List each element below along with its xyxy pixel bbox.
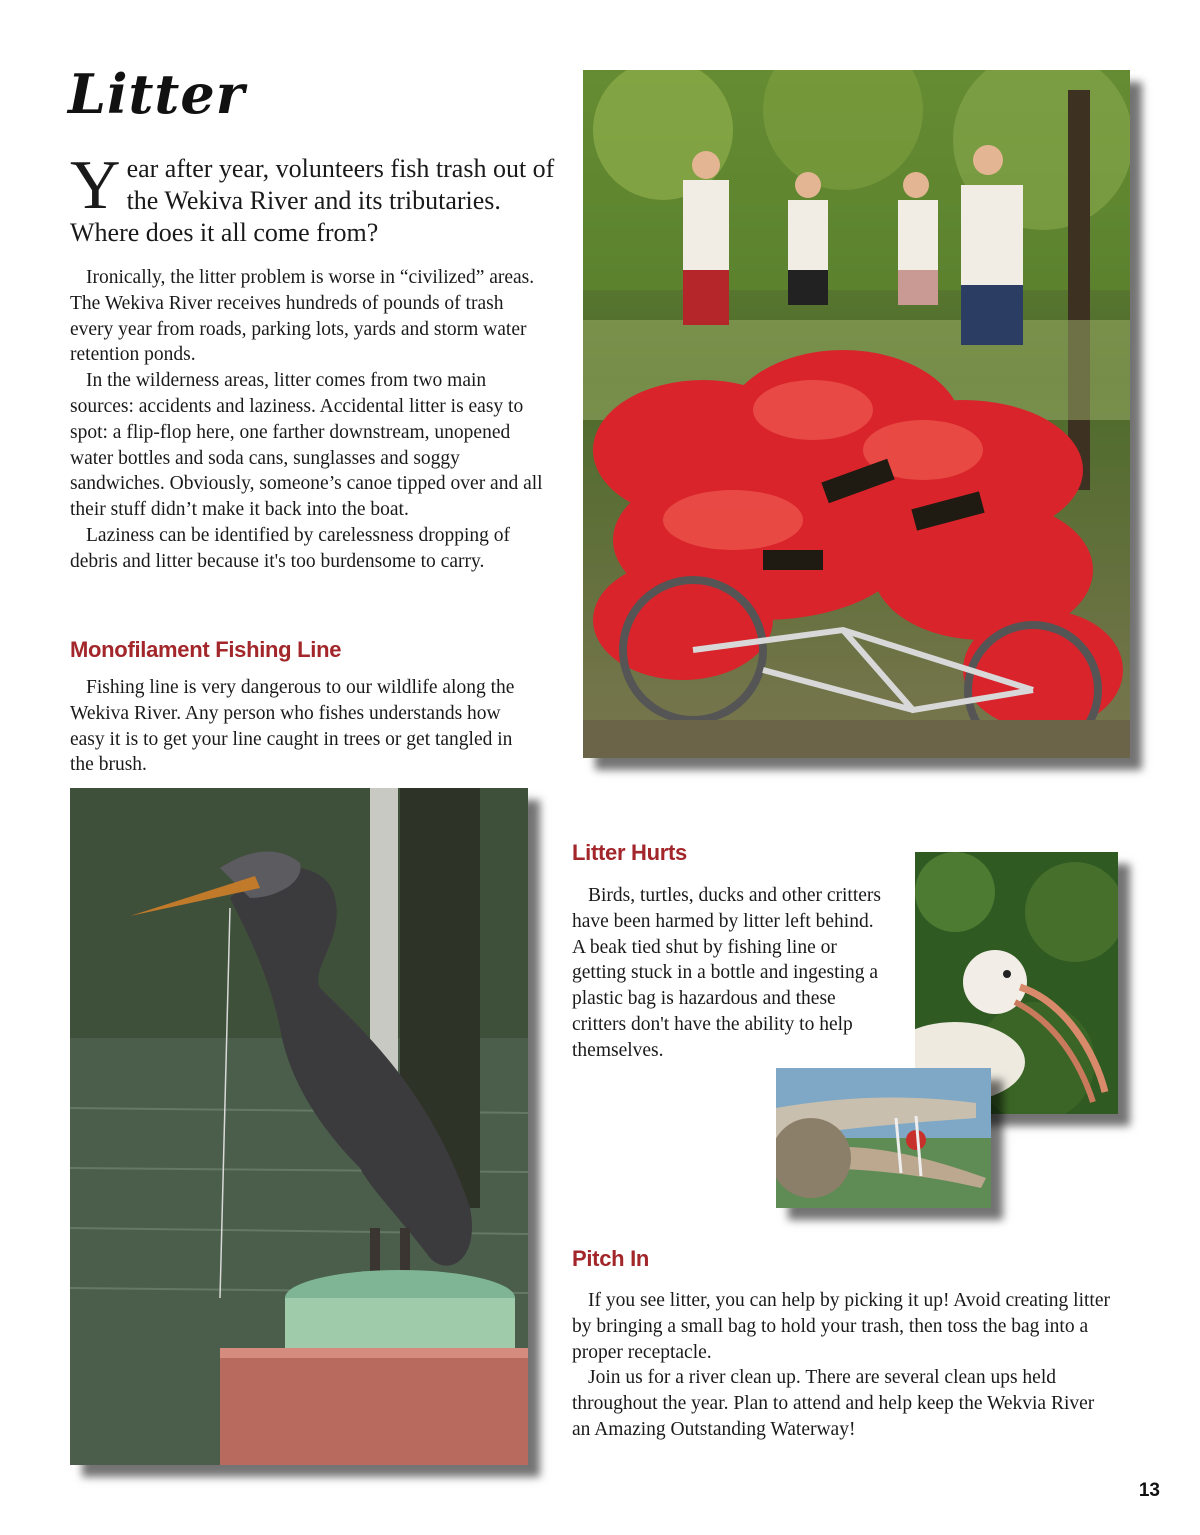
body-paragraph: If you see litter, you can help by picking it up! Avoid creating litter by bringing a small bag to hold your trash, then toss the bag into a proper receptacle.: [572, 1290, 1110, 1363]
heron-photo: [70, 788, 528, 1465]
pitch-in-body: [572, 1288, 1117, 1443]
drop-cap: Y: [70, 147, 121, 224]
intro-text: ear after year, volunteers fish trash out of the Wekiva River and its tributaries. Where does it all come from?: [70, 154, 555, 247]
intro-paragraph: [70, 147, 560, 249]
litter-hurts-body: [572, 883, 882, 1064]
section-heading-pitch-in: Pitch In: [572, 1246, 650, 1271]
main-body: [70, 265, 545, 575]
pelican-illustration: [776, 1068, 991, 1208]
volunteers-illustration: [583, 70, 1130, 758]
pelican-photo: [776, 1068, 991, 1208]
section-heading-monofilament: Monofilament Fishing Line: [70, 637, 342, 662]
volunteers-photo: [583, 70, 1130, 758]
heron-illustration: [70, 788, 528, 1465]
body-paragraph: In the wilderness areas, litter comes from two main sources: accidents and laziness. Accidental litter is easy to spot: a flip-flop here, one farther downstream, unopened water bottles and soda cans, sunglasses and soggy sandwiches. Obviously, someone’s canoe tipped over and all their stuff didn’t make it back into the boat.: [70, 370, 543, 521]
body-paragraph: Ironically, the litter problem is worse in “civilized” areas. The Wekiva River receives hundreds of pounds of trash every year from roads, parking lots, yards and storm water retention ponds.: [70, 267, 535, 366]
page-title: Litter: [68, 62, 246, 126]
body-paragraph: Fishing line is very dangerous to our wildlife along the Wekiva River. Any person who fishes understands how easy it is to get your line caught in trees or get tangled in the brush.: [70, 677, 515, 776]
body-paragraph: Birds, turtles, ducks and other critters have been harmed by litter left behind. A beak tied shut by fishing line or getting stuck in a bottle and ingesting a plastic bag is hazardous and these critters don't have the ability to help themselves.: [572, 885, 881, 1061]
page-number: 13: [1138, 1480, 1160, 1501]
body-paragraph: Laziness can be identified by carelessness dropping of debris and litter because it's too burdensome to carry.: [70, 524, 510, 572]
body-paragraph: Join us for a river clean up. There are several clean ups held throughout the year. Plan to attend and help keep the Wekvia River an Amazing Outstanding Waterway!: [572, 1367, 1095, 1440]
section-heading-litter-hurts: Litter Hurts: [572, 840, 687, 865]
monofilament-body: [70, 675, 540, 778]
